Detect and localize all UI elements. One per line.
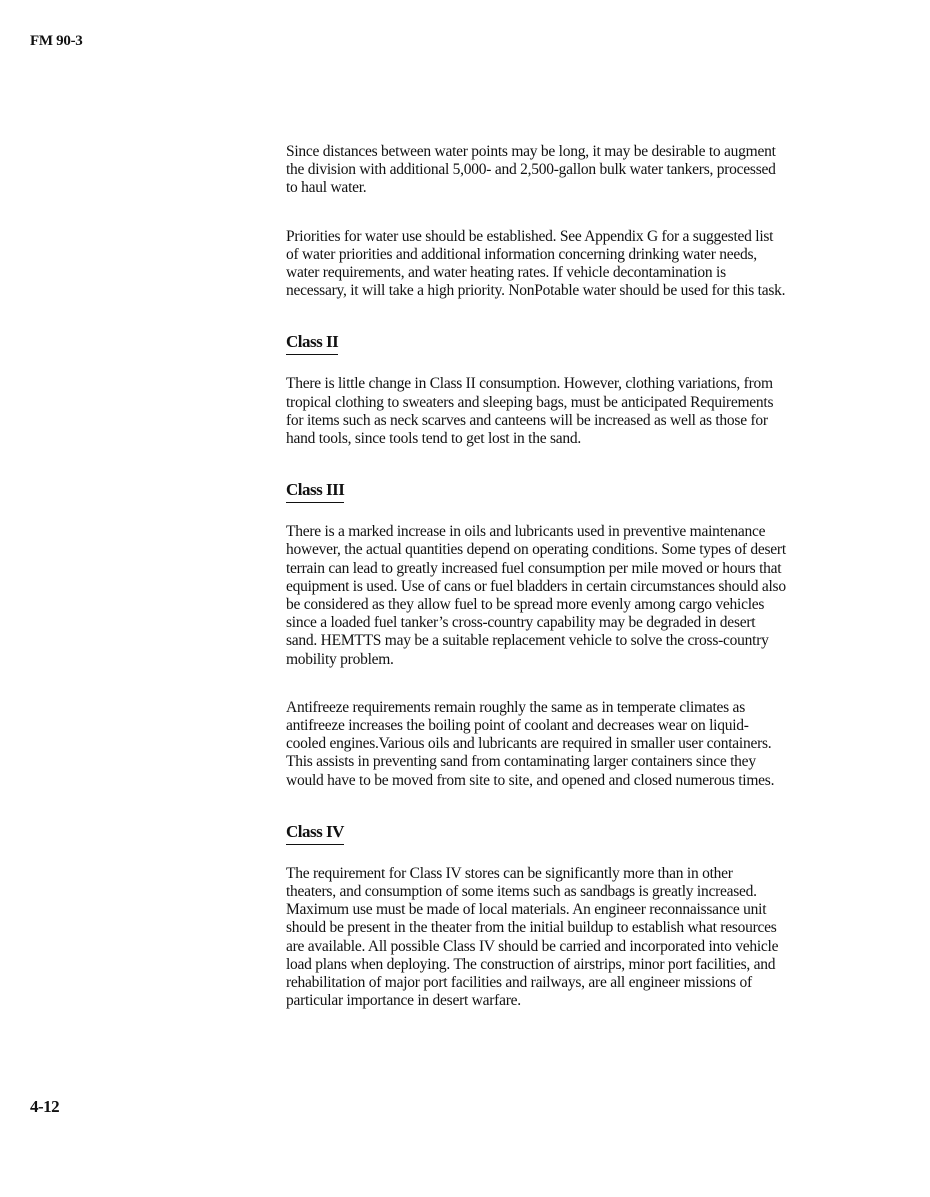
paragraph-water-priorities: Priorities for water use should be established. See Appendix G for a suggested list of water priorities and additional information concerning drinking water needs, water requirements, and water heating rates. If vehicle decontamination is necessary, it will take a high priority. NonPotable water should be used for this task. <box>286 227 786 300</box>
section-heading-class-iii: Class III <box>286 480 344 503</box>
paragraph-class-ii: There is little change in Class II consumption. However, clothing variations, from tropical clothing to sweaters and sleeping bags, must be anticipated Requirements for items such as neck scarves and canteens will be increased as well as those for hand tools, since tools tend to get lost in the sand. <box>286 375 774 448</box>
document-body <box>286 143 786 1011</box>
section-heading-class-iv: Class IV <box>286 822 344 845</box>
paragraph-class-iii-antifreeze: Antifreeze requirements remain roughly the same as in temperate climates as antifreeze increases the boiling point of coolant and decreases wear on liquid-cooled engines.Various oils and lubricants are required in smaller user containers. This assists in preventing sand from contaminating larger containers since they would have to be moved from site to site, and opened and closed numerous times. <box>286 698 775 789</box>
paragraph-class-iv: The requirement for Class IV stores can be significantly more than in other theaters, and consumption of some items such as sandbags is greatly increased. Maximum use must be made of local materials. An engineer reconnaissance unit should be present in the theater from the initial buildup to establish what resources are available. All possible Class IV should be carried and incorporated into vehicle load plans when deploying. The construction of airstrips, minor port facilities, and rehabilitation of major port facilities and railways, are all engineer missions of particular importance in desert warfare. <box>286 864 779 1010</box>
section-class-ii <box>286 332 786 355</box>
paragraph-water-tankers: Since distances between water points may be long, it may be desirable to augment the division with additional 5,000- and 2,500-gallon bulk water tankers, processed to haul water. <box>286 143 776 197</box>
section-class-iii <box>286 480 786 503</box>
page-number: 4-12 <box>30 1097 60 1116</box>
section-heading-class-ii: Class II <box>286 332 338 355</box>
paragraph-class-iii-fuel: There is a marked increase in oils and lubricants used in preventive maintenance however, the actual quantities depend on operating conditions. Some types of desert terrain can lead to greatly increased fuel consumption per mile moved or hours that equipment is used. Use of cans or fuel bladders in certain circumstances should also be considered as they allow fuel to be spread more evenly among cargo vehicles since a loaded fuel tanker’s cross-country capability may be degraded in desert sand. HEMTTS may be a suitable replacement vehicle to solve the cross-country mobility problem. <box>286 523 786 668</box>
section-class-iv <box>286 822 786 845</box>
page-header-doc-id: FM 90-3 <box>30 33 83 49</box>
